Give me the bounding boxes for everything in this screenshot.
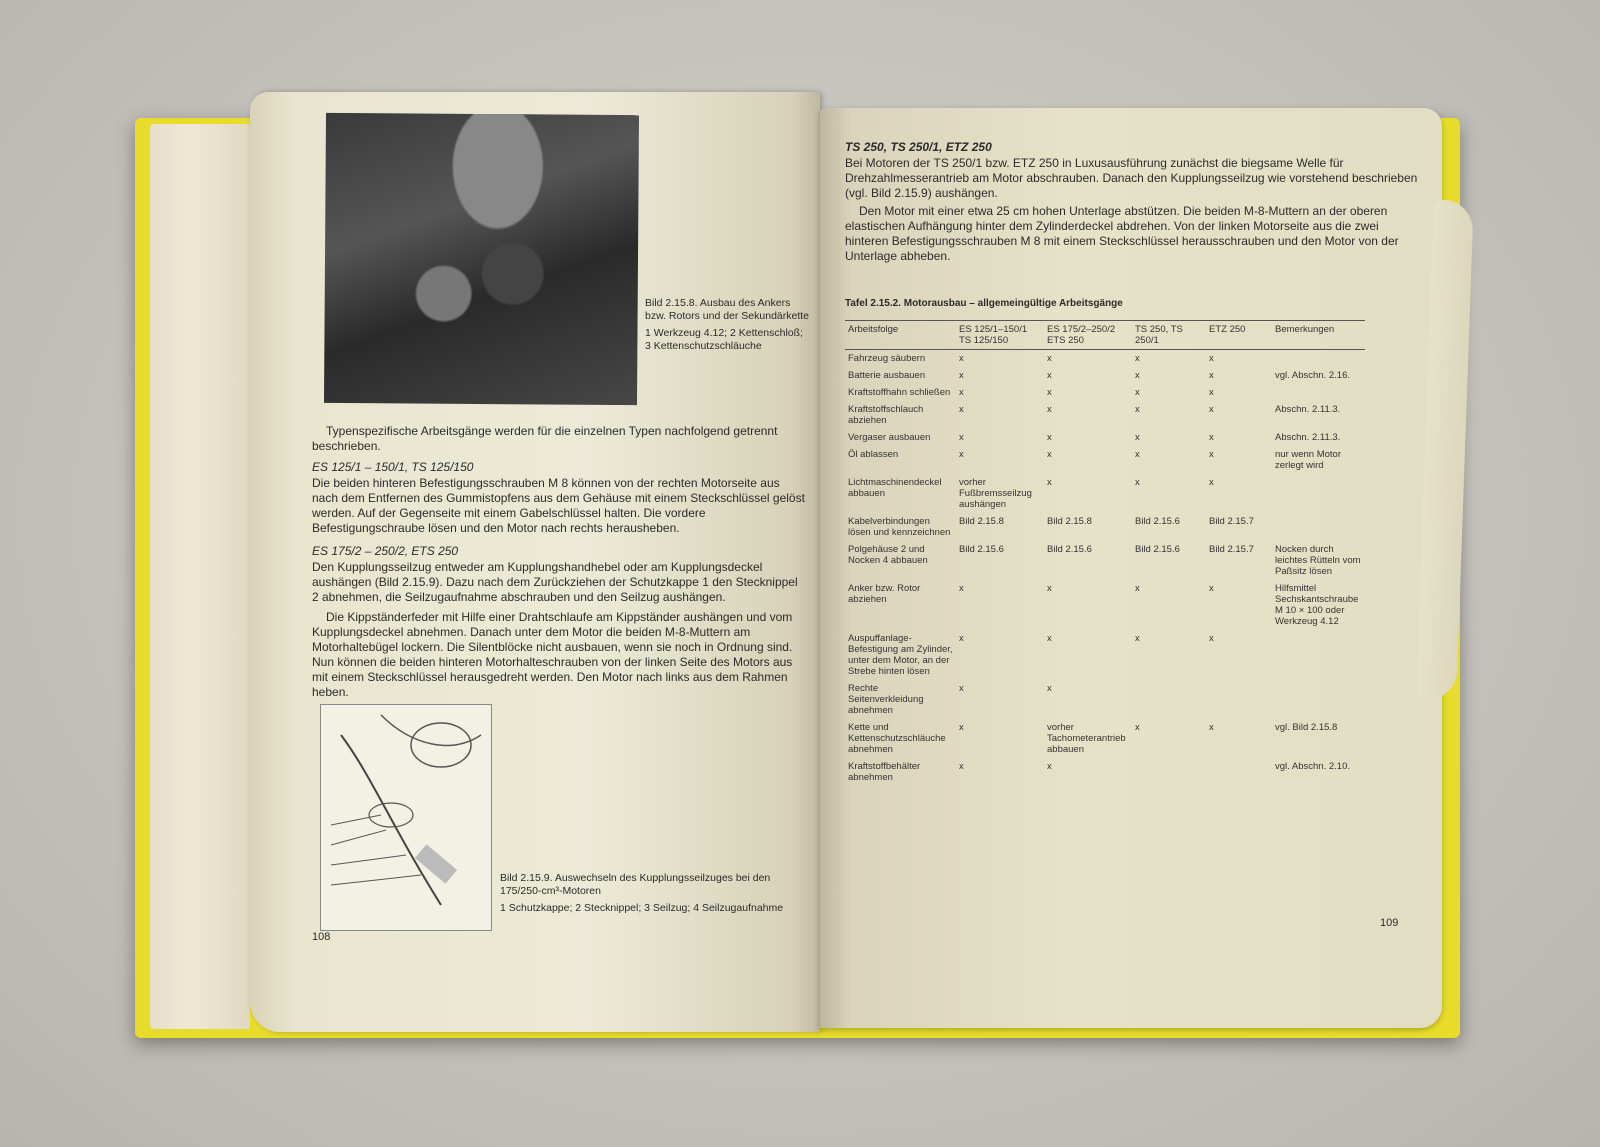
table-cell: x	[1135, 477, 1140, 488]
table-row	[845, 541, 1365, 580]
table-cell: x	[1047, 583, 1052, 594]
table-cell: Bild 2.15.6	[1135, 544, 1180, 555]
page-number: 109	[1380, 917, 1399, 929]
table-cell: Kraftstoffhahn schließen	[848, 387, 951, 398]
table-cell	[1272, 630, 1365, 680]
table-cell: x	[1047, 633, 1052, 644]
table-header: ES 175/2–250/2 ETS 250	[1044, 321, 1132, 350]
intro-paragraph: Typenspezifische Arbeitsgänge werden für die einzelnen Typen nachfolgend getrennt beschrieben.	[312, 424, 778, 453]
table-cell	[1272, 350, 1365, 368]
work-steps-table	[845, 320, 1365, 786]
table-cell: Bild 2.15.8	[1047, 516, 1092, 527]
table-cell: Bild 2.15.7	[1209, 516, 1254, 527]
table-header: ES 125/1–150/1 TS 125/150	[956, 321, 1044, 350]
table-cell: x	[1209, 387, 1214, 398]
table-cell	[1272, 384, 1365, 401]
table-cell: x	[1209, 370, 1214, 381]
clutch-cable-drawing	[320, 704, 492, 931]
table-cell: x	[1047, 449, 1052, 460]
table-cell: Abschn. 2.11.3.	[1275, 404, 1341, 415]
table-row	[845, 680, 1365, 719]
engine-photo	[324, 113, 639, 405]
table-cell	[1206, 680, 1272, 719]
table-cell: Kraftstoffbehälter abnehmen	[848, 761, 921, 783]
table-cell: Kabelverbindungen lösen und kennzeichnen	[848, 516, 951, 538]
table-cell: Auspuffanlage-Befestigung am Zylinder, unter dem Motor, an der Strebe hinten lösen	[848, 633, 953, 677]
table-cell: x	[1135, 633, 1140, 644]
right-page	[820, 108, 1442, 1028]
table-cell: Kette und Kettenschutzschläuche abnehmen	[848, 722, 946, 755]
table-cell: Bild 2.15.8	[959, 516, 1004, 527]
table-header: Bemerkungen	[1272, 321, 1365, 350]
table-row	[845, 446, 1365, 474]
table-cell: vgl. Abschn. 2.10.	[1275, 761, 1350, 772]
table-cell: Nocken durch leichtes Rütteln vom Paßsitz lösen	[1275, 544, 1361, 577]
table-cell	[1132, 680, 1206, 719]
table-cell: Fahrzeug säubern	[848, 353, 926, 364]
figure-caption-title: Bild 2.15.9. Auswechseln des Kupplungsseilzuges bei den 175/250-cm³-Motoren	[500, 872, 771, 897]
paragraph: Den Kupplungsseilzug entweder am Kupplungshandhebel oder am Kupplungsdeckel aushängen (Bild 2.15.9). Dazu nach dem Zurückziehen der Schutzkappe 1 den Stecknippel 2 abnehmen, die Seilzugaufnahme abschrauben und den Seilzug aushängen.	[312, 560, 798, 604]
table-cell: x	[959, 583, 964, 594]
table-cell: Bild 2.15.6	[959, 544, 1004, 555]
table-cell: x	[959, 683, 964, 694]
table-cell: vgl. Bild 2.15.8	[1275, 722, 1338, 733]
table-row	[845, 350, 1365, 368]
table-cell: Abschn. 2.11.3.	[1275, 432, 1341, 443]
table-cell: x	[1047, 353, 1052, 364]
table-cell: x	[959, 370, 964, 381]
table-cell: x	[959, 449, 964, 460]
table-cell	[1206, 758, 1272, 786]
table-header: Arbeitsfolge	[845, 321, 956, 350]
table-row	[845, 384, 1365, 401]
table-cell: x	[1209, 449, 1214, 460]
section-heading: ES 175/2 – 250/2, ETS 250	[312, 544, 459, 558]
table-cell: vorher Tachometerantrieb abbauen	[1047, 722, 1126, 755]
table-cell: vorher Fußbremsseilzug aushängen	[959, 477, 1032, 510]
paragraph: Bei Motoren der TS 250/1 bzw. ETZ 250 in Luxusausführung zunächst die biegsame Welle für Drehzahlmesserantrieb am Motor abschrauben. Danach den Kupplungsseilzug wie vorstehend beschrieben (vgl. Bild 2.15.9) aushängen.	[845, 156, 1418, 200]
clutch-cable-illustration	[321, 705, 491, 930]
table-cell: x	[959, 633, 964, 644]
table-header-row	[845, 321, 1365, 350]
figure-caption-legend: 1 Werkzeug 4.12; 2 Kettenschloß; 3 Kettenschutzschläuche	[645, 327, 803, 352]
page-number: 108	[312, 931, 331, 943]
table-cell: x	[1135, 722, 1140, 733]
table-cell: x	[1047, 761, 1052, 772]
table-row	[845, 580, 1365, 630]
table-cell: Hilfsmittel Sechskantschraube M 10 × 100 oder Werkzeug 4.12	[1275, 583, 1359, 627]
table-cell: Polgehäuse 2 und Nocken 4 abbauen	[848, 544, 928, 566]
table-cell: vgl. Abschn. 2.16.	[1275, 370, 1350, 381]
table-cell: Kraftstoffschlauch abziehen	[848, 404, 924, 426]
table-cell: x	[1135, 583, 1140, 594]
table-cell: Anker bzw. Rotor abziehen	[848, 583, 921, 605]
table-cell: x	[1209, 633, 1214, 644]
paragraph: Den Motor mit einer etwa 25 cm hohen Unterlage abstützen. Die beiden M-8-Muttern an der oberen elastischen Aufhängung hinter dem Zylinderdeckel abdrehen. Von der linken Motorseite aus die zwei hinteren Befestigungsschrauben M 8 mit einem Steckschlüssel herausschrauben und den Motor von der Unterlage abheben.	[845, 204, 1399, 263]
figure-caption-legend: 1 Schutzkappe; 2 Stecknippel; 3 Seilzug; 4 Seilzugaufnahme	[500, 902, 784, 914]
table-row	[845, 474, 1365, 513]
paragraph: Die beiden hinteren Befestigungsschrauben M 8 können von der rechten Motorseite aus nach dem Entfernen des Gummistopfens aus dem Gehäuse mit einem Steckschlüssel gelöst werden. Auf der Gegenseite mit einem Gabelschlüssel halten. Die vordere Befestigungschraube lösen und den Motor nach rechts herausheben.	[312, 476, 805, 535]
table-cell: x	[959, 353, 964, 364]
table-cell: x	[1135, 353, 1140, 364]
table-cell: x	[1047, 477, 1052, 488]
table-row	[845, 401, 1365, 429]
table-cell: x	[1209, 404, 1214, 415]
table-cell: x	[1135, 432, 1140, 443]
table-cell: x	[1209, 353, 1214, 364]
table-cell: Öl ablassen	[848, 449, 899, 460]
table-cell	[1132, 758, 1206, 786]
table-cell: x	[1047, 370, 1052, 381]
table-cell: x	[959, 761, 964, 772]
table-row	[845, 630, 1365, 680]
table-cell: x	[1135, 449, 1140, 460]
table-cell: x	[1135, 387, 1140, 398]
table-cell	[1272, 513, 1365, 541]
table-cell: nur wenn Motor zerlegt wird	[1275, 449, 1342, 471]
table-cell: Bild 2.15.6	[1135, 516, 1180, 527]
figure-caption-title: Bild 2.15.8. Ausbau des Ankers bzw. Rotors und der Sekundärkette	[645, 297, 810, 322]
figure-caption	[645, 297, 810, 353]
section-heading: ES 125/1 – 150/1, TS 125/150	[312, 460, 474, 474]
table-row	[845, 719, 1365, 758]
table-cell: Vergaser ausbauen	[848, 432, 931, 443]
table-cell: Bild 2.15.7	[1209, 544, 1254, 555]
table-row	[845, 367, 1365, 384]
figure-caption	[500, 872, 800, 915]
table-cell: Bild 2.15.6	[1047, 544, 1092, 555]
table-header: TS 250, TS 250/1	[1132, 321, 1206, 350]
table-cell: Lichtmaschinendeckel abbauen	[848, 477, 942, 499]
section-heading: TS 250, TS 250/1, ETZ 250	[845, 140, 992, 154]
table-cell	[1272, 474, 1365, 513]
table-title: Tafel 2.15.2. Motorausbau – allgemeingültige Arbeitsgänge	[845, 298, 1123, 309]
table-cell: x	[1047, 432, 1052, 443]
table-cell	[1272, 680, 1365, 719]
table-row	[845, 758, 1365, 786]
table-cell: x	[959, 722, 964, 733]
table-cell: x	[959, 387, 964, 398]
table-cell: x	[1209, 722, 1214, 733]
table-cell: Rechte Seitenverkleidung abnehmen	[848, 683, 924, 716]
page-stack	[150, 124, 250, 1029]
table-cell: x	[1047, 387, 1052, 398]
table-cell: x	[959, 404, 964, 415]
table-cell: Batterie ausbauen	[848, 370, 926, 381]
left-page	[250, 92, 820, 1032]
table-cell: x	[959, 432, 964, 443]
table-cell: x	[1135, 370, 1140, 381]
table-cell: x	[1047, 404, 1052, 415]
paragraph: Die Kippständerfeder mit Hilfe einer Drahtschlaufe am Kippständer aushängen und vom Kupplungsdeckel abnehmen. Danach unter dem Motor die beiden M-8-Muttern am Motorhaltebügel lockern. Die Silentblöcke nicht ausbauen, wenn sie noch in Ordnung sind. Nun können die beiden hinteren Motorhalteschrauben von der linken Seite des Motors aus mit einem Steckschlüssel herausgedreht werden. Den Motor nach links aus dem Rahmen heben.	[312, 610, 793, 699]
table-cell: x	[1209, 432, 1214, 443]
table-cell: x	[1135, 404, 1140, 415]
table-cell: x	[1047, 683, 1052, 694]
table-row	[845, 429, 1365, 446]
table-header: ETZ 250	[1206, 321, 1272, 350]
table-row	[845, 513, 1365, 541]
table-cell: x	[1209, 477, 1214, 488]
table-cell: x	[1209, 583, 1214, 594]
